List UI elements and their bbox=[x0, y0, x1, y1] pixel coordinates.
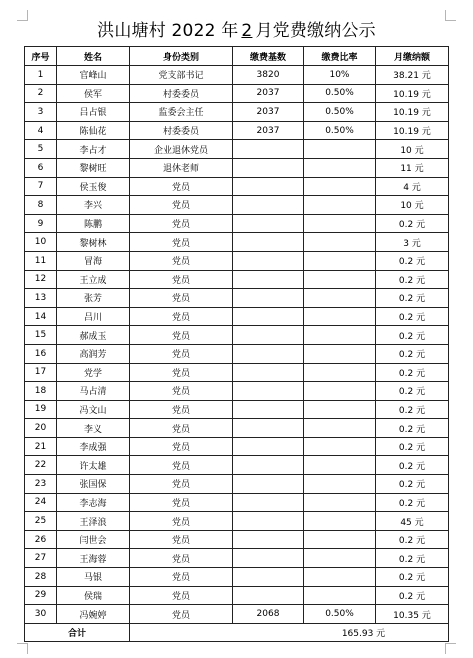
header-base: 缴费基数 bbox=[233, 47, 304, 66]
cell-name: 李兴 bbox=[57, 196, 130, 215]
cell-no: 26 bbox=[25, 530, 57, 549]
cell-name: 郝成玉 bbox=[57, 326, 130, 345]
cell-base: 2037 bbox=[233, 84, 304, 103]
table-row bbox=[25, 549, 449, 568]
cell-base bbox=[233, 270, 304, 289]
cell-base bbox=[233, 177, 304, 196]
cell-rate bbox=[304, 214, 376, 233]
table-row bbox=[25, 530, 449, 549]
cell-identity: 党员 bbox=[130, 177, 233, 196]
cell-amount: 0.2 元 bbox=[376, 456, 449, 475]
cell-rate bbox=[304, 326, 376, 345]
cell-name: 冒海 bbox=[57, 251, 130, 270]
cell-name: 官峰山 bbox=[57, 66, 130, 85]
table-row bbox=[25, 456, 449, 475]
cell-amount: 10 元 bbox=[376, 140, 449, 159]
cell-name: 吕占银 bbox=[57, 103, 130, 122]
cell-name: 马银 bbox=[57, 568, 130, 587]
cell-name: 李志海 bbox=[57, 493, 130, 512]
cell-amount: 0.2 元 bbox=[376, 214, 449, 233]
cell-identity: 党员 bbox=[130, 214, 233, 233]
cell-rate bbox=[304, 475, 376, 494]
cell-name: 冯文山 bbox=[57, 400, 130, 419]
cell-no: 3 bbox=[25, 103, 57, 122]
table-row bbox=[25, 586, 449, 605]
total-label: 合计 bbox=[25, 623, 130, 642]
cell-amount: 0.2 元 bbox=[376, 270, 449, 289]
cell-amount: 0.2 元 bbox=[376, 382, 449, 401]
cell-rate: 0.50% bbox=[304, 121, 376, 140]
cell-identity: 党员 bbox=[130, 456, 233, 475]
cell-identity: 村委委员 bbox=[130, 84, 233, 103]
header-row bbox=[25, 47, 449, 66]
cell-no: 9 bbox=[25, 214, 57, 233]
cell-identity: 党员 bbox=[130, 326, 233, 345]
cell-identity: 党员 bbox=[130, 493, 233, 512]
cell-rate bbox=[304, 363, 376, 382]
page-corner-mark bbox=[17, 643, 28, 654]
cell-rate bbox=[304, 512, 376, 531]
cell-identity: 党员 bbox=[130, 363, 233, 382]
cell-rate bbox=[304, 140, 376, 159]
cell-base bbox=[233, 437, 304, 456]
table-row bbox=[25, 493, 449, 512]
cell-name: 李成强 bbox=[57, 437, 130, 456]
cell-name: 张国保 bbox=[57, 475, 130, 494]
cell-amount: 45 元 bbox=[376, 512, 449, 531]
cell-amount: 0.2 元 bbox=[376, 363, 449, 382]
cell-amount: 4 元 bbox=[376, 177, 449, 196]
cell-identity: 退休老师 bbox=[130, 158, 233, 177]
cell-identity: 党员 bbox=[130, 437, 233, 456]
cell-identity: 党员 bbox=[130, 475, 233, 494]
cell-rate bbox=[304, 549, 376, 568]
cell-rate bbox=[304, 270, 376, 289]
cell-amount: 0.2 元 bbox=[376, 493, 449, 512]
cell-no: 4 bbox=[25, 121, 57, 140]
cell-name: 侯玉俊 bbox=[57, 177, 130, 196]
cell-base bbox=[233, 344, 304, 363]
cell-rate bbox=[304, 437, 376, 456]
cell-no: 27 bbox=[25, 549, 57, 568]
cell-base bbox=[233, 214, 304, 233]
cell-identity: 党员 bbox=[130, 270, 233, 289]
table-row bbox=[25, 419, 449, 438]
cell-rate bbox=[304, 196, 376, 215]
cell-no: 22 bbox=[25, 456, 57, 475]
table-row bbox=[25, 84, 449, 103]
cell-amount: 3 元 bbox=[376, 233, 449, 252]
cell-base bbox=[233, 158, 304, 177]
cell-no: 23 bbox=[25, 475, 57, 494]
cell-identity: 党员 bbox=[130, 307, 233, 326]
cell-no: 12 bbox=[25, 270, 57, 289]
cell-no: 15 bbox=[25, 326, 57, 345]
cell-name: 党学 bbox=[57, 363, 130, 382]
cell-base bbox=[233, 512, 304, 531]
page-corner-mark bbox=[445, 643, 456, 654]
table-row bbox=[25, 289, 449, 308]
cell-rate bbox=[304, 289, 376, 308]
cell-base bbox=[233, 363, 304, 382]
table-row bbox=[25, 568, 449, 587]
cell-name: 王泽浪 bbox=[57, 512, 130, 531]
cell-name: 王立成 bbox=[57, 270, 130, 289]
cell-base: 3820 bbox=[233, 66, 304, 85]
cell-name: 李义 bbox=[57, 419, 130, 438]
cell-identity: 党员 bbox=[130, 251, 233, 270]
cell-amount: 10 元 bbox=[376, 196, 449, 215]
total-value: 165.93 元 bbox=[130, 623, 449, 642]
cell-base bbox=[233, 549, 304, 568]
cell-base bbox=[233, 568, 304, 587]
cell-no: 19 bbox=[25, 400, 57, 419]
cell-base bbox=[233, 586, 304, 605]
cell-base bbox=[233, 493, 304, 512]
header-no: 序号 bbox=[25, 47, 57, 66]
cell-identity: 党员 bbox=[130, 400, 233, 419]
cell-identity: 党员 bbox=[130, 289, 233, 308]
cell-base bbox=[233, 530, 304, 549]
cell-base bbox=[233, 456, 304, 475]
cell-no: 30 bbox=[25, 605, 57, 624]
cell-name: 王海蓉 bbox=[57, 549, 130, 568]
table-row bbox=[25, 66, 449, 85]
cell-amount: 0.2 元 bbox=[376, 326, 449, 345]
cell-no: 20 bbox=[25, 419, 57, 438]
cell-identity: 党员 bbox=[130, 549, 233, 568]
cell-amount: 0.2 元 bbox=[376, 530, 449, 549]
cell-rate bbox=[304, 586, 376, 605]
cell-no: 5 bbox=[25, 140, 57, 159]
cell-no: 11 bbox=[25, 251, 57, 270]
cell-base bbox=[233, 400, 304, 419]
cell-no: 16 bbox=[25, 344, 57, 363]
header-identity: 身份类别 bbox=[130, 47, 233, 66]
table-row bbox=[25, 512, 449, 531]
cell-no: 1 bbox=[25, 66, 57, 85]
cell-amount: 0.2 元 bbox=[376, 549, 449, 568]
cell-no: 28 bbox=[25, 568, 57, 587]
cell-no: 21 bbox=[25, 437, 57, 456]
cell-no: 6 bbox=[25, 158, 57, 177]
cell-identity: 党员 bbox=[130, 344, 233, 363]
cell-rate: 0.50% bbox=[304, 103, 376, 122]
cell-rate bbox=[304, 177, 376, 196]
cell-base bbox=[233, 233, 304, 252]
cell-rate bbox=[304, 419, 376, 438]
cell-base bbox=[233, 251, 304, 270]
cell-rate bbox=[304, 568, 376, 587]
cell-base bbox=[233, 419, 304, 438]
table-row bbox=[25, 270, 449, 289]
cell-amount: 38.21 元 bbox=[376, 66, 449, 85]
total-row bbox=[25, 623, 449, 642]
title-month: 2 bbox=[241, 21, 253, 41]
table-row bbox=[25, 251, 449, 270]
cell-name: 黎树林 bbox=[57, 233, 130, 252]
table-row bbox=[25, 158, 449, 177]
table-row bbox=[25, 196, 449, 215]
cell-name: 许太雄 bbox=[57, 456, 130, 475]
table-row bbox=[25, 326, 449, 345]
table-row bbox=[25, 307, 449, 326]
cell-no: 2 bbox=[25, 84, 57, 103]
cell-no: 29 bbox=[25, 586, 57, 605]
cell-rate bbox=[304, 493, 376, 512]
table-row bbox=[25, 400, 449, 419]
cell-base: 2037 bbox=[233, 103, 304, 122]
cell-rate bbox=[304, 233, 376, 252]
cell-name: 李占才 bbox=[57, 140, 130, 159]
table-row bbox=[25, 214, 449, 233]
table-row bbox=[25, 605, 449, 624]
cell-identity: 党员 bbox=[130, 233, 233, 252]
cell-rate bbox=[304, 382, 376, 401]
cell-no: 17 bbox=[25, 363, 57, 382]
cell-rate bbox=[304, 307, 376, 326]
cell-no: 25 bbox=[25, 512, 57, 531]
cell-amount: 0.2 元 bbox=[376, 586, 449, 605]
cell-identity: 党员 bbox=[130, 568, 233, 587]
cell-base: 2037 bbox=[233, 121, 304, 140]
cell-rate bbox=[304, 530, 376, 549]
cell-no: 7 bbox=[25, 177, 57, 196]
cell-name: 侯瑞 bbox=[57, 586, 130, 605]
cell-base bbox=[233, 196, 304, 215]
cell-identity: 党员 bbox=[130, 586, 233, 605]
cell-identity: 党员 bbox=[130, 512, 233, 531]
cell-name: 陈鹏 bbox=[57, 214, 130, 233]
table-row bbox=[25, 382, 449, 401]
cell-name: 张芳 bbox=[57, 289, 130, 308]
table-body bbox=[25, 66, 449, 624]
party-fee-table bbox=[24, 46, 449, 642]
header-name: 姓名 bbox=[57, 47, 130, 66]
cell-amount: 0.2 元 bbox=[376, 475, 449, 494]
cell-identity: 监委会主任 bbox=[130, 103, 233, 122]
table-row bbox=[25, 103, 449, 122]
cell-name: 高润芳 bbox=[57, 344, 130, 363]
cell-base bbox=[233, 289, 304, 308]
cell-base bbox=[233, 382, 304, 401]
cell-no: 24 bbox=[25, 493, 57, 512]
cell-amount: 0.2 元 bbox=[376, 307, 449, 326]
table-row bbox=[25, 177, 449, 196]
cell-amount: 10.19 元 bbox=[376, 121, 449, 140]
cell-name: 吕川 bbox=[57, 307, 130, 326]
cell-rate bbox=[304, 158, 376, 177]
title-prefix: 洪山塘村 2022 年 bbox=[97, 21, 239, 41]
table-row bbox=[25, 344, 449, 363]
table-row bbox=[25, 475, 449, 494]
cell-name: 侯军 bbox=[57, 84, 130, 103]
cell-no: 14 bbox=[25, 307, 57, 326]
page-title bbox=[0, 19, 473, 43]
cell-base bbox=[233, 326, 304, 345]
table-row bbox=[25, 233, 449, 252]
cell-name: 冯婉婷 bbox=[57, 605, 130, 624]
cell-identity: 党支部书记 bbox=[130, 66, 233, 85]
cell-rate: 0.50% bbox=[304, 605, 376, 624]
cell-amount: 0.2 元 bbox=[376, 344, 449, 363]
cell-name: 陈仙花 bbox=[57, 121, 130, 140]
table-row bbox=[25, 121, 449, 140]
cell-amount: 10.35 元 bbox=[376, 605, 449, 624]
cell-rate bbox=[304, 344, 376, 363]
cell-amount: 10.19 元 bbox=[376, 84, 449, 103]
cell-rate: 10% bbox=[304, 66, 376, 85]
cell-amount: 0.2 元 bbox=[376, 289, 449, 308]
cell-amount: 0.2 元 bbox=[376, 400, 449, 419]
table-row bbox=[25, 363, 449, 382]
table-row bbox=[25, 140, 449, 159]
cell-base bbox=[233, 140, 304, 159]
cell-base: 2068 bbox=[233, 605, 304, 624]
header-amount: 月缴纳额 bbox=[376, 47, 449, 66]
cell-identity: 企业退休党员 bbox=[130, 140, 233, 159]
cell-identity: 党员 bbox=[130, 419, 233, 438]
cell-no: 18 bbox=[25, 382, 57, 401]
cell-base bbox=[233, 475, 304, 494]
cell-rate: 0.50% bbox=[304, 84, 376, 103]
cell-name: 黎树旺 bbox=[57, 158, 130, 177]
cell-rate bbox=[304, 400, 376, 419]
cell-identity: 村委委员 bbox=[130, 121, 233, 140]
cell-amount: 0.2 元 bbox=[376, 568, 449, 587]
cell-identity: 党员 bbox=[130, 530, 233, 549]
cell-no: 8 bbox=[25, 196, 57, 215]
cell-base bbox=[233, 307, 304, 326]
cell-name: 马占清 bbox=[57, 382, 130, 401]
cell-amount: 0.2 元 bbox=[376, 419, 449, 438]
cell-rate bbox=[304, 456, 376, 475]
cell-name: 闫世会 bbox=[57, 530, 130, 549]
cell-no: 10 bbox=[25, 233, 57, 252]
cell-amount: 0.2 元 bbox=[376, 251, 449, 270]
header-rate: 缴费比率 bbox=[304, 47, 376, 66]
table-row bbox=[25, 437, 449, 456]
cell-identity: 党员 bbox=[130, 605, 233, 624]
title-suffix: 月党费缴纳公示 bbox=[255, 21, 376, 41]
cell-amount: 0.2 元 bbox=[376, 437, 449, 456]
cell-rate bbox=[304, 251, 376, 270]
cell-no: 13 bbox=[25, 289, 57, 308]
cell-identity: 党员 bbox=[130, 382, 233, 401]
cell-amount: 11 元 bbox=[376, 158, 449, 177]
cell-amount: 10.19 元 bbox=[376, 103, 449, 122]
cell-identity: 党员 bbox=[130, 196, 233, 215]
